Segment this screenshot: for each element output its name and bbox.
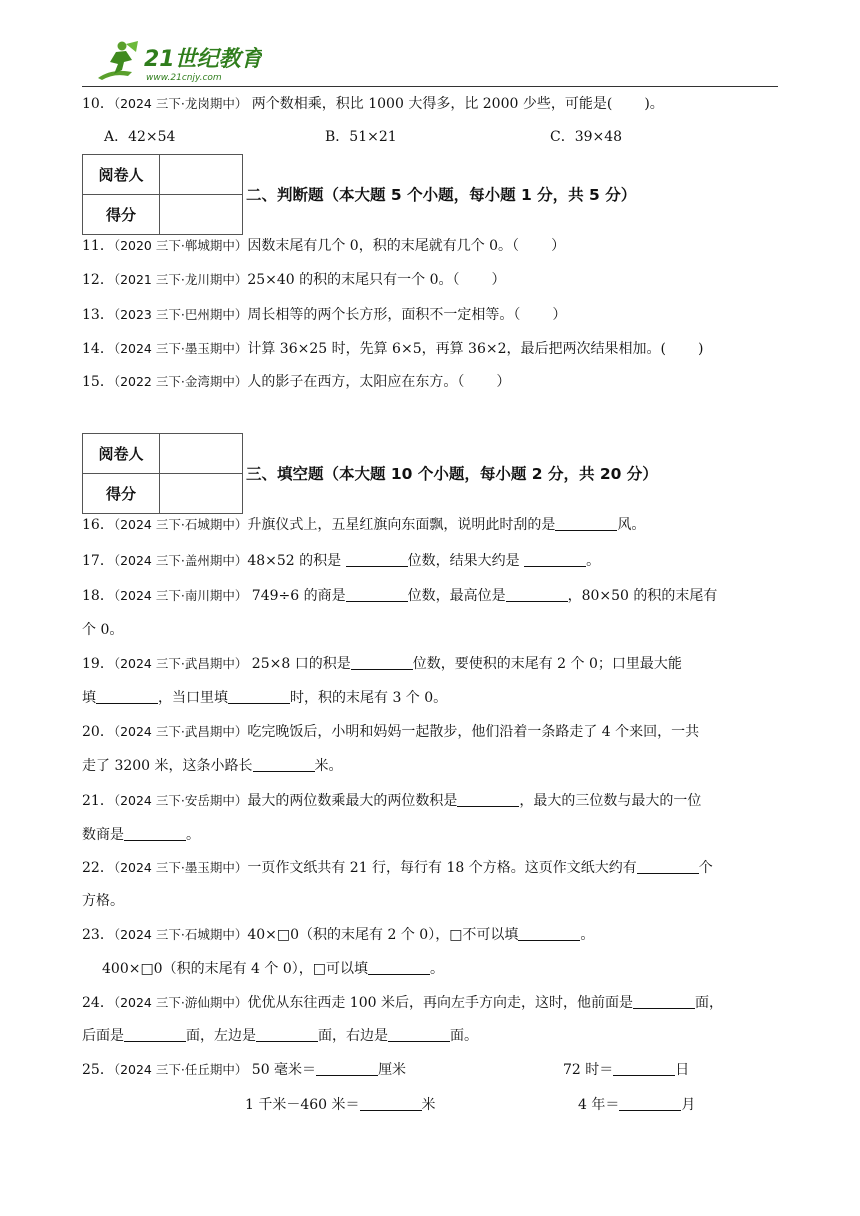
section-title: 三、填空题（本大题 10 个小题，每小题 2 分，共 20 分） [246, 465, 658, 483]
answer-blank[interactable] [518, 926, 580, 941]
question-23-cont: 400×□0（积的末尾有 4 个 0），□可以填 。 [102, 961, 444, 977]
reviewer-cell[interactable] [160, 434, 243, 474]
answer-blank[interactable] [457, 792, 519, 807]
score-cell[interactable] [160, 474, 243, 514]
question-25-d: 4 年＝ 月 [578, 1097, 696, 1113]
runner-logo-icon [92, 38, 262, 84]
question-18: 18．（2024 三下·南川期中） 749÷6 的商是 位数，最高位是 ，80×50 的积的末尾有 [82, 588, 718, 604]
question-17: 17．（2024 三下·盖州期中）48×52 的积是 位数，结果大约是 。 [82, 553, 601, 569]
question-21-cont: 数商是 。 [82, 827, 200, 843]
reviewer-cell[interactable] [160, 155, 243, 195]
answer-blank[interactable] [633, 994, 695, 1009]
answer-blank[interactable] [637, 859, 699, 874]
score-label: 得分 [83, 195, 160, 235]
question-14: 14．（2024 三下·墨玉期中）计算 36×25 时，先算 6×5，再算 36×2，最后把两次结果相加。( ) [82, 341, 704, 357]
question-15: 15．（2022 三下·金湾期中）人的影子在西方，太阳应在东方。（ ） [82, 374, 511, 390]
question-11: 11．（2020 三下·郸城期中）因数末尾有几个 0，积的末尾就有几个 0。（ ） [82, 238, 566, 254]
option-b: B．51×21 [325, 129, 397, 145]
answer-blank[interactable] [388, 1027, 450, 1042]
question-13: 13．（2023 三下·巴州期中）周长相等的两个长方形，面积不一定相等。（ ） [82, 307, 567, 323]
answer-blank[interactable] [524, 552, 586, 567]
question-20-cont: 走了 3200 米，这条小路长 米。 [82, 758, 343, 774]
question-21: 21．（2024 三下·安岳期中）最大的两位数乘最大的两位数积是 ，最大的三位数与最大的一位 [82, 793, 702, 809]
question-22: 22．（2024 三下·墨玉期中）一页作文纸共有 21 行，每行有 18 个方格。这页作文纸大约有 个 [82, 860, 713, 876]
option-c: C．39×48 [550, 129, 623, 145]
question-19-cont: 填 ，当口里填 时，积的末尾有 3 个 0。 [82, 690, 448, 706]
answer-blank[interactable] [346, 587, 408, 602]
answer-blank[interactable] [96, 689, 158, 704]
reviewer-label: 阅卷人 [83, 155, 160, 195]
question-20: 20．（2024 三下·武昌期中）吃完晚饭后，小明和妈妈一起散步，他们沿着一条路走了 4 个来回，一共 [82, 724, 700, 740]
question-25: 25．（2024 三下·任丘期中） 50 毫米＝ 厘米 [82, 1062, 407, 1078]
question-19: 19．（2024 三下·武昌期中） 25×8 口的积是 位数，要使积的末尾有 2 个 0；口里最大能 [82, 656, 682, 672]
question-16: 16．（2024 三下·石城期中）升旗仪式上，五星红旗向东面飘，说明此时刮的是 风。 [82, 517, 646, 533]
answer-blank[interactable] [506, 587, 568, 602]
answer-blank[interactable] [613, 1061, 675, 1076]
score-cell[interactable] [160, 195, 243, 235]
score-label: 得分 [83, 474, 160, 514]
score-box [82, 154, 243, 235]
svg-text:www.21cnjy.com: www.21cnjy.com [146, 73, 222, 83]
option-a: A．42×54 [104, 129, 176, 145]
answer-blank[interactable] [228, 689, 290, 704]
answer-blank[interactable] [124, 1027, 186, 1042]
question-10: 10．（2024 三下·龙岗期中） 两个数相乘，积比 1000 大得多，比 2000 少些，可能是( )。 [82, 96, 664, 112]
question-25-c: 1 千米－460 米＝ 米 [245, 1097, 436, 1113]
answer-blank[interactable] [555, 516, 617, 531]
question-24: 24．（2024 三下·游仙期中）优优从东往西走 100 米后，再向左手方向走，这时，他前面是 面， [82, 995, 723, 1011]
answer-blank[interactable] [253, 757, 315, 772]
question-18-cont: 个 0。 [82, 622, 124, 638]
logo [92, 38, 262, 84]
answer-blank[interactable] [124, 826, 186, 841]
answer-blank[interactable] [351, 655, 413, 670]
question-12: 12．（2021 三下·龙川期中）25×40 的积的末尾只有一个 0。（ ） [82, 272, 506, 288]
answer-blank[interactable] [346, 552, 408, 567]
section-title: 二、判断题（本大题 5 个小题，每小题 1 分，共 5 分） [246, 186, 637, 204]
question-22-cont: 方格。 [82, 893, 124, 909]
header-rule [82, 86, 778, 87]
answer-blank[interactable] [368, 960, 430, 975]
answer-blank[interactable] [316, 1061, 378, 1076]
reviewer-label: 阅卷人 [83, 434, 160, 474]
question-24-cont: 后面是 面，左边是 面，右边是 面。 [82, 1028, 478, 1044]
svg-text:21世纪教育: 21世纪教育 [144, 47, 262, 72]
answer-blank[interactable] [256, 1027, 318, 1042]
answer-blank[interactable] [619, 1096, 681, 1111]
score-box [82, 433, 243, 514]
question-23: 23．（2024 三下·石城期中）40×□0（积的末尾有 2 个 0），□不可以填 。 [82, 927, 595, 943]
question-25-b: 72 时＝ 日 [563, 1062, 690, 1078]
answer-blank[interactable] [360, 1096, 422, 1111]
